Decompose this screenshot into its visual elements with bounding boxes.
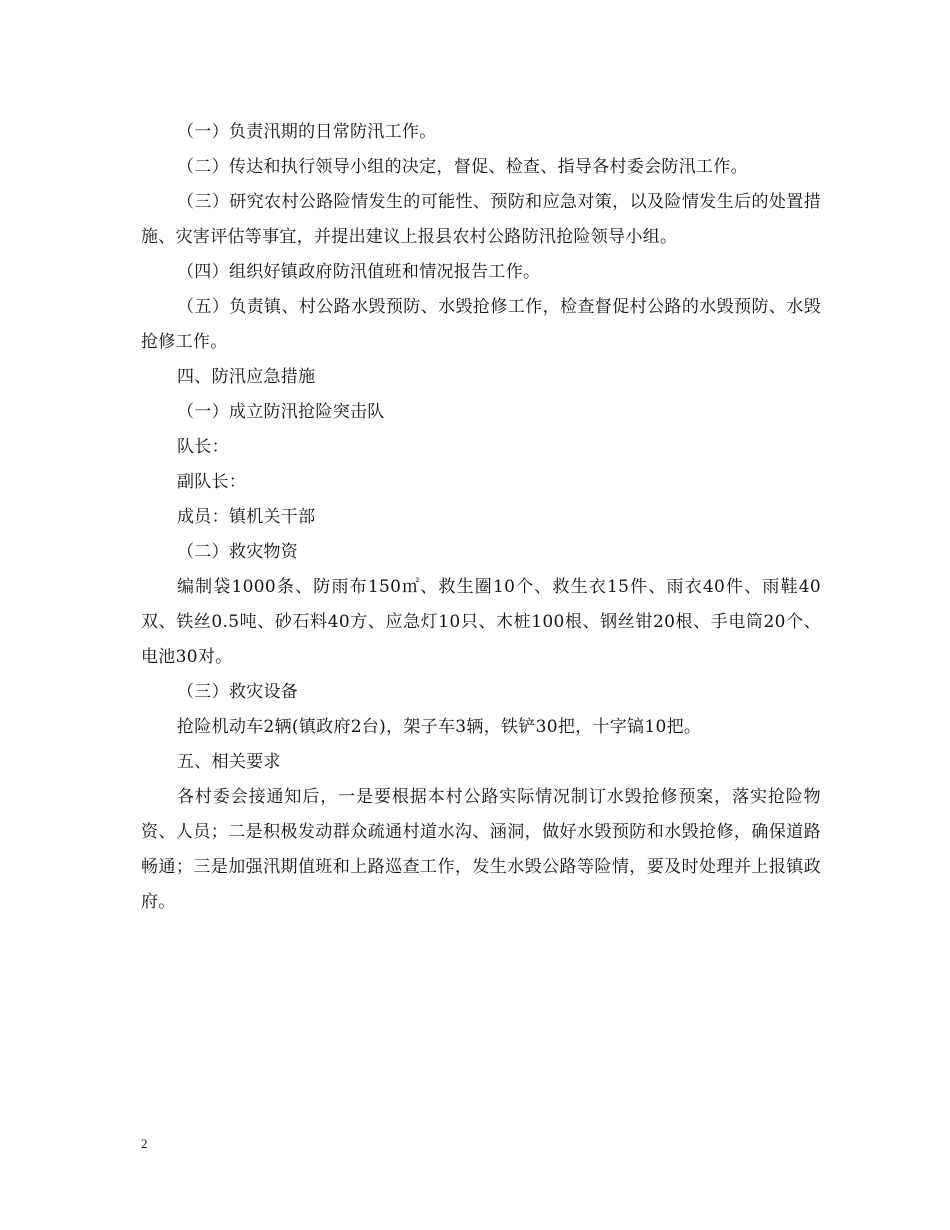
paragraph-relief-supplies: 编制袋1000条、防雨布150㎡、救生圈10个、救生衣15件、雨衣40件、雨鞋40双、铁丝0.5吨、砂石料40方、应急灯10只、木桩100根、钢丝钳20根、手电筒20个、电池30对。: [141, 577, 821, 667]
subheading-rescue-team: （一）成立防汛抢险突击队: [177, 402, 385, 422]
team-members-line: 成员：镇机关干部: [177, 507, 316, 527]
paragraph-relief-equipment: 抢险机动车2辆(镇政府2台)，架子车3辆，铁铲30把，十字镐10把。: [177, 717, 702, 737]
page-number: 2: [141, 1136, 148, 1151]
subheading-relief-supplies: （二）救灾物资: [177, 542, 299, 562]
paragraph-duty-5: （五）负责镇、村公路水毁预防、水毁抢修工作，检查督促村公路的水毁预防、水毁抢修工作。: [141, 297, 821, 352]
paragraph-duty-1: （一）负责汛期的日常防汛工作。: [177, 122, 437, 142]
document-body: [141, 115, 821, 920]
paragraph-duty-4: （四）组织好镇政府防汛值班和情况报告工作。: [177, 262, 541, 282]
paragraph-requirements: 各村委会接通知后，一是要根据本村公路实际情况制订水毁抢修预案，落实抢险物资、人员；二是积极发动群众疏通村道水沟、涵洞，做好水毁预防和水毁抢修，确保道路畅通；三是加强汛期值班和上路巡查工作，发生水毁公路等险情，要及时处理并上报镇政府。: [141, 787, 821, 912]
section-heading-requirements: 五、相关要求: [177, 752, 281, 772]
paragraph-duty-3: （三）研究农村公路险情发生的可能性、预防和应急对策，以及险情发生后的处置措施、灾害评估等事宜，并提出建议上报县农村公路防汛抢险领导小组。: [141, 192, 821, 247]
team-captain-line: 队长：: [177, 437, 229, 457]
team-vice-captain-line: 副队长：: [177, 472, 247, 492]
paragraph-duty-2: （二）传达和执行领导小组的决定，督促、检查、指导各村委会防汛工作。: [177, 157, 748, 177]
subheading-relief-equipment: （三）救灾设备: [177, 682, 299, 702]
section-heading-emergency-measures: 四、防汛应急措施: [177, 367, 316, 387]
